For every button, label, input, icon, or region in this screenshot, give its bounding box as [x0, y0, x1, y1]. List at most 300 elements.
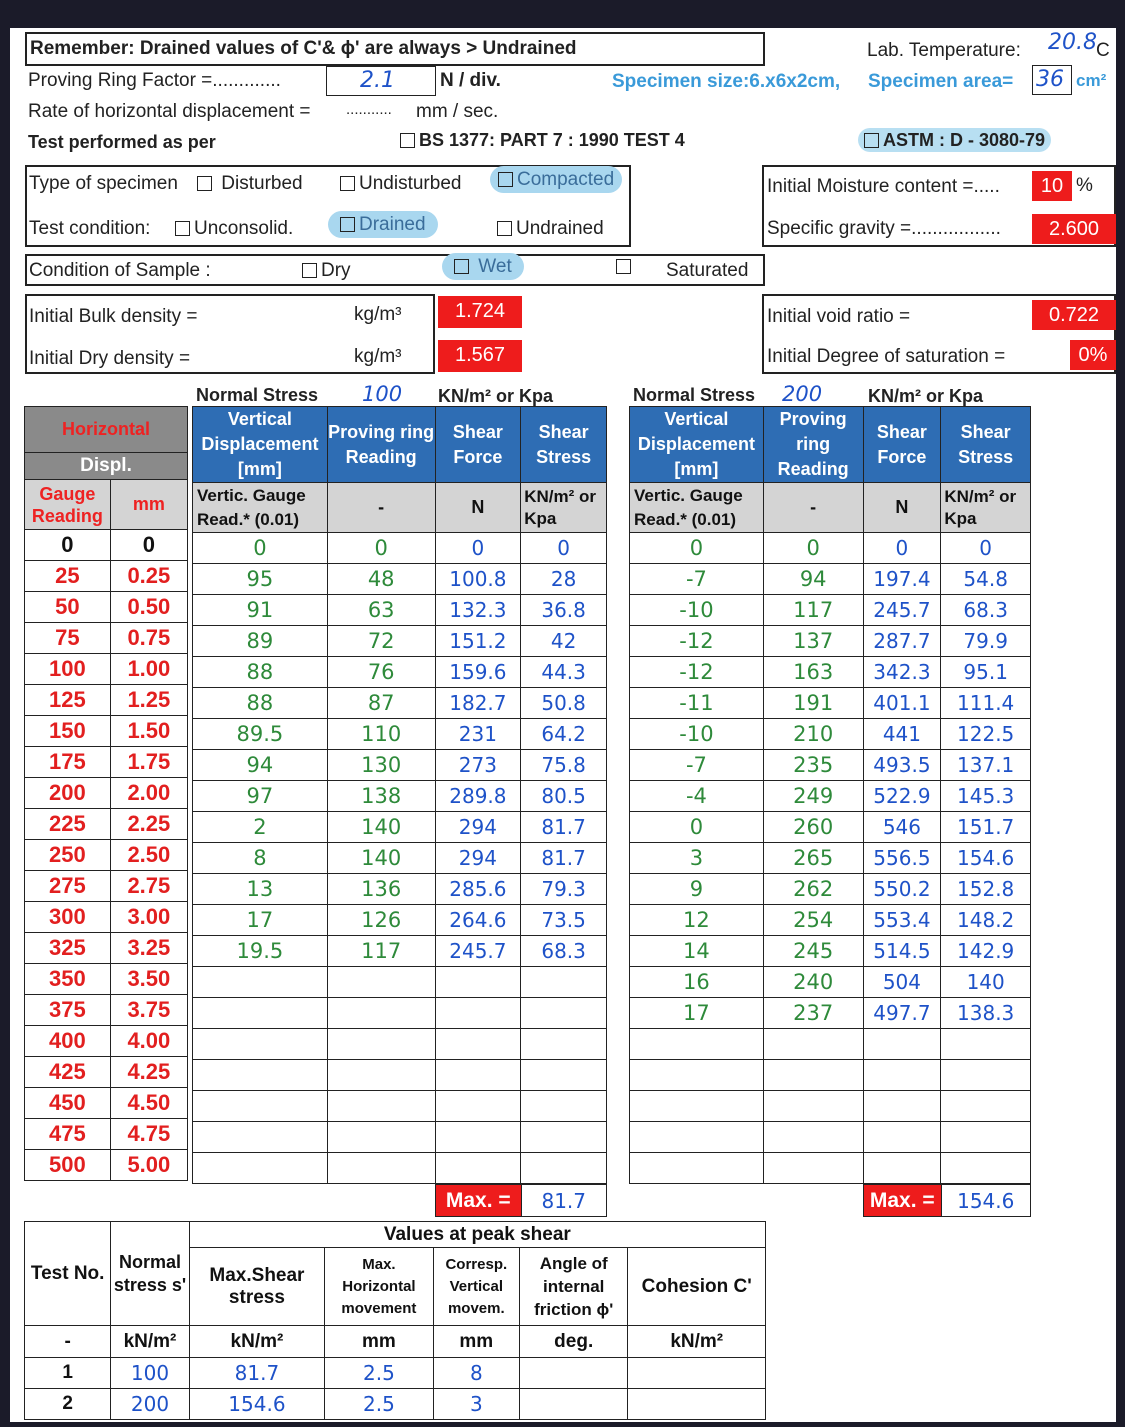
table-row	[630, 1029, 1031, 1060]
right-proving-ring-header: Proving ring Reading	[763, 407, 863, 483]
table-row	[630, 874, 1031, 905]
max-horizontal-header: Max. Horizontal movement	[325, 1248, 433, 1326]
left-proving-cell[interactable]: 87	[327, 688, 435, 719]
right-vertical-cell[interactable]: -12	[630, 626, 764, 657]
right-proving-cell[interactable]: 210	[763, 719, 863, 750]
right-force-cell[interactable]: 550.2	[863, 874, 941, 905]
left-proving-cell[interactable]	[327, 1029, 435, 1060]
left-proving-cell[interactable]: 136	[327, 874, 435, 905]
right-proving-cell[interactable]: 0	[763, 533, 863, 564]
table-row	[193, 1060, 607, 1091]
left-stress-cell[interactable]	[521, 1060, 607, 1091]
left-stress-cell[interactable]: 79.3	[521, 874, 607, 905]
left-stress-cell[interactable]: 44.3	[521, 657, 607, 688]
left-force-cell[interactable]: 245.7	[435, 936, 521, 967]
right-vertical-cell[interactable]: 12	[630, 905, 764, 936]
drained-option[interactable]	[328, 214, 438, 236]
left-proving-cell[interactable]	[327, 1091, 435, 1122]
unconsolid-option[interactable]	[175, 218, 293, 240]
compacted-option[interactable]	[490, 169, 622, 191]
left-stress-cell[interactable]: 0	[521, 533, 607, 564]
left-stress-cell[interactable]: 75.8	[521, 750, 607, 781]
table-row	[193, 998, 607, 1029]
left-force-cell[interactable]: 285.6	[435, 874, 521, 905]
astm-checkbox[interactable]	[864, 133, 879, 148]
left-stress-cell[interactable]	[521, 967, 607, 998]
table-row	[25, 902, 188, 933]
summary-friction-angle[interactable]	[519, 1358, 627, 1389]
left-stress-cell[interactable]	[521, 1153, 607, 1184]
gauge-table	[24, 406, 188, 1181]
bulk-density-unit: kg/m³	[354, 304, 402, 325]
saturation-value[interactable]: 0%	[1070, 340, 1116, 370]
right-stress-cell[interactable]: 95.1	[941, 657, 1031, 688]
right-force-cell[interactable]: 497.7	[863, 998, 941, 1029]
gauge-reading-cell: 450	[25, 1088, 111, 1119]
summary-max-shear[interactable]: 81.7	[189, 1358, 325, 1389]
left-stress-cell[interactable]: 64.2	[521, 719, 607, 750]
left-proving-cell[interactable]: 138	[327, 781, 435, 812]
right-force-cell[interactable]: 504	[863, 967, 941, 998]
summary-test-no: 1	[25, 1358, 111, 1389]
displacement-mm-cell: 2.00	[110, 778, 187, 809]
undisturbed-option[interactable]	[340, 173, 461, 195]
summary-cohesion[interactable]	[628, 1358, 766, 1389]
summary-row	[25, 1358, 766, 1389]
compacted-label: Compacted	[517, 169, 615, 190]
proving-ring-value: 2.1	[360, 68, 395, 93]
left-vertic-gauge-header: Vertic. Gauge Read.* (0.01)	[193, 483, 328, 533]
gravity-value[interactable]: 2.600	[1032, 214, 1116, 244]
right-proving-cell[interactable]: 137	[763, 626, 863, 657]
left-vertical-cell[interactable]: 91	[193, 595, 328, 626]
disturbed-checkbox[interactable]	[197, 176, 212, 191]
left-max-label: Max. =	[436, 1185, 522, 1217]
right-proving-cell[interactable]: 265	[763, 843, 863, 874]
right-stress-cell[interactable]: 151.7	[941, 812, 1031, 843]
right-force-cell[interactable]: 401.1	[863, 688, 941, 719]
left-force-cell[interactable]: 289.8	[435, 781, 521, 812]
left-vertical-cell[interactable]: 8	[193, 843, 328, 874]
right-vertical-cell[interactable]: 16	[630, 967, 764, 998]
gauge-reading-cell: 475	[25, 1119, 111, 1150]
saturated-option[interactable]	[616, 256, 635, 278]
left-stress-cell[interactable]: 73.5	[521, 905, 607, 936]
left-force-cell[interactable]	[435, 1091, 521, 1122]
left-proving-cell[interactable]: 140	[327, 812, 435, 843]
unit-angle: deg.	[519, 1326, 627, 1358]
right-stress-cell[interactable]: 145.3	[941, 781, 1031, 812]
left-vertical-cell[interactable]: 88	[193, 688, 328, 719]
right-proving-cell[interactable]: 117	[763, 595, 863, 626]
mm-header: mm	[110, 480, 187, 530]
right-force-cell[interactable]: 0	[863, 533, 941, 564]
right-vertical-cell[interactable]: -12	[630, 657, 764, 688]
bs-standard-option[interactable]	[400, 130, 685, 151]
right-vertical-cell[interactable]: 0	[630, 533, 764, 564]
right-force-cell[interactable]	[863, 1029, 941, 1060]
right-shear-stress-header: Shear Stress	[941, 407, 1031, 483]
gauge-reading-header: Gauge Reading	[25, 480, 111, 530]
right-proving-cell[interactable]	[763, 1153, 863, 1184]
left-vertical-cell[interactable]: 13	[193, 874, 328, 905]
left-force-cell[interactable]: 132.3	[435, 595, 521, 626]
left-proving-cell[interactable]: 140	[327, 843, 435, 874]
displacement-mm-cell: 5.00	[110, 1150, 187, 1181]
right-vertical-cell[interactable]: -10	[630, 595, 764, 626]
left-proving-ring-header: Proving ring Reading	[327, 407, 435, 483]
lab-temp-value[interactable]: 20.8	[1048, 30, 1097, 55]
right-stress-cell[interactable]: 148.2	[941, 905, 1031, 936]
sample-condition-label: Condition of Sample :	[29, 260, 211, 281]
left-normal-stress-label: Normal Stress	[196, 385, 319, 405]
right-proving-cell[interactable]	[763, 1060, 863, 1091]
right-proving-cell[interactable]: 254	[763, 905, 863, 936]
right-stress-cell[interactable]: 142.9	[941, 936, 1031, 967]
table-row	[25, 716, 188, 747]
left-shear-stress-header: Shear Stress	[521, 407, 607, 483]
disturbed-option[interactable]	[197, 173, 303, 195]
right-stress-cell[interactable]: 154.6	[941, 843, 1031, 874]
right-proving-cell[interactable]: 163	[763, 657, 863, 688]
right-force-cell[interactable]: 287.7	[863, 626, 941, 657]
dry-checkbox[interactable]	[302, 263, 317, 278]
left-vertical-cell[interactable]: 89	[193, 626, 328, 657]
left-vertical-cell[interactable]	[193, 998, 328, 1029]
right-force-cell[interactable]: 245.7	[863, 595, 941, 626]
lab-temp-unit: C	[1096, 40, 1110, 61]
left-stress-cell[interactable]: 80.5	[521, 781, 607, 812]
left-stress-cell[interactable]: 28	[521, 564, 607, 595]
left-stress-cell[interactable]: 42	[521, 626, 607, 657]
right-vertical-cell[interactable]: -11	[630, 688, 764, 719]
undrained-checkbox[interactable]	[497, 221, 512, 236]
left-normal-stress-value[interactable]: 100	[362, 382, 403, 406]
left-stress-cell[interactable]: 50.8	[521, 688, 607, 719]
left-proving-cell[interactable]: 117	[327, 936, 435, 967]
summary-friction-angle[interactable]	[519, 1389, 627, 1420]
left-proving-cell[interactable]: 130	[327, 750, 435, 781]
right-stress-cell[interactable]	[941, 1091, 1031, 1122]
right-max-row	[863, 1184, 1031, 1217]
left-force-cell[interactable]: 159.6	[435, 657, 521, 688]
left-proving-cell[interactable]	[327, 1122, 435, 1153]
horizontal-header: Horizontal	[25, 407, 188, 453]
left-force-cell[interactable]	[435, 1153, 521, 1184]
unconsolid-label: Unconsolid.	[194, 218, 294, 239]
unit-cohesion: kN/m²	[628, 1326, 766, 1358]
right-vertical-cell[interactable]	[630, 1060, 764, 1091]
left-force-cell[interactable]	[435, 1122, 521, 1153]
right-stress-cell[interactable]	[941, 1029, 1031, 1060]
compacted-checkbox[interactable]	[498, 172, 513, 187]
right-normal-stress-label: Normal Stress	[633, 385, 756, 405]
left-stress-cell[interactable]: 68.3	[521, 936, 607, 967]
left-stress-cell[interactable]: 81.7	[521, 812, 607, 843]
right-vertical-cell[interactable]: 0	[630, 812, 764, 843]
left-proving-cell[interactable]: 63	[327, 595, 435, 626]
drained-label: Drained	[359, 214, 426, 235]
right-proving-cell[interactable]: 245	[763, 936, 863, 967]
summary-cohesion[interactable]	[628, 1389, 766, 1420]
left-force-cell[interactable]: 151.2	[435, 626, 521, 657]
moisture-value[interactable]: 10	[1032, 171, 1072, 201]
left-force-cell[interactable]: 0	[435, 533, 521, 564]
right-force-cell[interactable]	[863, 1153, 941, 1184]
right-vertical-cell[interactable]: 14	[630, 936, 764, 967]
table-row	[630, 998, 1031, 1029]
left-proving-cell[interactable]: 110	[327, 719, 435, 750]
left-vertical-cell[interactable]: 95	[193, 564, 328, 595]
left-stress-cell[interactable]: 81.7	[521, 843, 607, 874]
drained-checkbox[interactable]	[340, 217, 355, 232]
wet-checkbox[interactable]	[454, 259, 469, 274]
right-proving-cell[interactable]: 249	[763, 781, 863, 812]
right-force-cell[interactable]	[863, 1122, 941, 1153]
bulk-density-label: Initial Bulk density =	[29, 306, 198, 327]
left-force-cell[interactable]	[435, 1060, 521, 1091]
right-stress-cell[interactable]: 140	[941, 967, 1031, 998]
right-proving-cell[interactable]: 94	[763, 564, 863, 595]
void-ratio-value[interactable]: 0.722	[1032, 300, 1116, 330]
left-vertical-cell[interactable]: 97	[193, 781, 328, 812]
undisturbed-checkbox[interactable]	[340, 176, 355, 191]
right-stress-cell[interactable]: 68.3	[941, 595, 1031, 626]
table-row	[25, 1119, 188, 1150]
table-row	[25, 809, 188, 840]
bs-checkbox[interactable]	[400, 133, 415, 148]
table-row	[193, 905, 607, 936]
left-proving-cell[interactable]	[327, 1060, 435, 1091]
right-vertical-cell[interactable]: -10	[630, 719, 764, 750]
moisture-unit: %	[1076, 175, 1093, 196]
displacement-mm-cell: 3.00	[110, 902, 187, 933]
right-vertical-cell[interactable]	[630, 1091, 764, 1122]
summary-vertical-movement[interactable]: 8	[433, 1358, 519, 1389]
table-row	[193, 781, 607, 812]
right-force-cell[interactable]: 342.3	[863, 657, 941, 688]
right-vertical-cell[interactable]: -4	[630, 781, 764, 812]
right-vertical-cell[interactable]	[630, 1029, 764, 1060]
left-proving-cell[interactable]: 126	[327, 905, 435, 936]
right-vertical-cell[interactable]: 3	[630, 843, 764, 874]
summary-max-horizontal[interactable]: 2.5	[325, 1358, 433, 1389]
table-row	[630, 781, 1031, 812]
left-proving-cell[interactable]	[327, 1153, 435, 1184]
rate-unit: mm / sec.	[416, 101, 499, 122]
left-force-cell[interactable]: 294	[435, 843, 521, 874]
right-vertical-cell[interactable]: 17	[630, 998, 764, 1029]
left-vertical-cell[interactable]: 88	[193, 657, 328, 688]
table-row	[193, 657, 607, 688]
summary-normal-stress[interactable]: 100	[111, 1358, 189, 1389]
gauge-reading-cell: 175	[25, 747, 111, 778]
test-performed-label: Test performed as per	[28, 132, 216, 152]
table-row	[193, 533, 607, 564]
left-vertical-cell[interactable]	[193, 1060, 328, 1091]
right-proving-cell[interactable]: 260	[763, 812, 863, 843]
right-proving-cell[interactable]: 262	[763, 874, 863, 905]
table-row	[25, 623, 188, 654]
right-proving-cell[interactable]: 235	[763, 750, 863, 781]
left-vertical-cell[interactable]: 17	[193, 905, 328, 936]
right-vertic-gauge-header: Vertic. Gauge Read.* (0.01)	[630, 483, 764, 533]
left-stress-cell[interactable]: 36.8	[521, 595, 607, 626]
left-max-value[interactable]: 81.7	[521, 1185, 607, 1217]
right-stress-cell[interactable]: 122.5	[941, 719, 1031, 750]
dry-label: Dry	[321, 260, 351, 281]
saturated-label: Saturated	[666, 260, 749, 281]
wet-option[interactable]	[442, 256, 524, 278]
gauge-reading-cell: 50	[25, 592, 111, 623]
right-stress-cell[interactable]: 111.4	[941, 688, 1031, 719]
proving-ring-unit: N / div.	[440, 70, 501, 91]
summary-table	[24, 1221, 766, 1420]
right-force-cell[interactable]: 441	[863, 719, 941, 750]
astm-standard-option[interactable]	[858, 130, 1051, 151]
right-proving-cell[interactable]	[763, 1029, 863, 1060]
right-proving-cell[interactable]: 237	[763, 998, 863, 1029]
test-no-header: Test No.	[25, 1222, 111, 1326]
left-force-cell[interactable]: 273	[435, 750, 521, 781]
dry-density-label: Initial Dry density =	[29, 348, 191, 369]
unit-maxshear: kN/m²	[189, 1326, 325, 1358]
left-stress-cell[interactable]	[521, 1029, 607, 1060]
right-stress-cell[interactable]: 54.8	[941, 564, 1031, 595]
right-force-cell[interactable]	[863, 1091, 941, 1122]
displacement-mm-cell: 2.25	[110, 809, 187, 840]
right-vertical-cell[interactable]: -7	[630, 750, 764, 781]
summary-vertical-movement[interactable]: 3	[433, 1389, 519, 1420]
table-row	[630, 967, 1031, 998]
left-force-cell[interactable]	[435, 967, 521, 998]
left-vertical-cell[interactable]	[193, 967, 328, 998]
left-force-cell[interactable]: 100.8	[435, 564, 521, 595]
right-normal-stress-value[interactable]: 200	[782, 382, 823, 406]
test-condition-label: Test condition:	[29, 218, 151, 239]
left-force-cell[interactable]: 294	[435, 812, 521, 843]
table-row	[630, 1060, 1031, 1091]
gauge-reading-cell: 250	[25, 840, 111, 871]
rate-dots: ...........	[346, 101, 392, 118]
right-stress-cell[interactable]: 137.1	[941, 750, 1031, 781]
left-vertical-cell[interactable]: 89.5	[193, 719, 328, 750]
left-vertical-cell[interactable]	[193, 1122, 328, 1153]
left-vertical-cell[interactable]	[193, 1153, 328, 1184]
table-row	[630, 626, 1031, 657]
table-row	[193, 967, 607, 998]
table-row	[193, 874, 607, 905]
right-stress-cell[interactable]: 152.8	[941, 874, 1031, 905]
left-proving-cell[interactable]: 48	[327, 564, 435, 595]
left-proving-cell[interactable]: 0	[327, 533, 435, 564]
right-stress-cell[interactable]: 79.9	[941, 626, 1031, 657]
undrained-option[interactable]	[497, 218, 604, 240]
right-max-value[interactable]: 154.6	[941, 1185, 1031, 1217]
right-stress-cell[interactable]	[941, 1153, 1031, 1184]
saturated-checkbox[interactable]	[616, 259, 631, 274]
summary-max-horizontal[interactable]: 2.5	[325, 1389, 433, 1420]
right-stress-cell[interactable]	[941, 1060, 1031, 1091]
right-proving-cell[interactable]: 240	[763, 967, 863, 998]
unconsolid-checkbox[interactable]	[175, 221, 190, 236]
left-stress-cell[interactable]	[521, 1091, 607, 1122]
left-vertical-cell[interactable]: 2	[193, 812, 328, 843]
table-row	[193, 688, 607, 719]
right-force-cell[interactable]: 493.5	[863, 750, 941, 781]
cohesion-header: Cohesion C'	[628, 1248, 766, 1326]
left-proving-cell[interactable]: 72	[327, 626, 435, 657]
table-row	[25, 964, 188, 995]
left-proving-cell[interactable]	[327, 967, 435, 998]
right-force-cell[interactable]	[863, 1060, 941, 1091]
displacement-mm-cell: 3.25	[110, 933, 187, 964]
right-vertical-cell[interactable]: 9	[630, 874, 764, 905]
table-row	[193, 1029, 607, 1060]
right-vertical-cell[interactable]: -7	[630, 564, 764, 595]
left-force-cell[interactable]: 231	[435, 719, 521, 750]
right-stress-cell[interactable]	[941, 1122, 1031, 1153]
remember-text: Remember: Drained values of C'& ϕ' are always > Undrained	[30, 38, 577, 59]
displacement-mm-cell: 3.75	[110, 995, 187, 1026]
left-max-row	[435, 1184, 607, 1217]
left-vertical-cell[interactable]	[193, 1091, 328, 1122]
bulk-density-value[interactable]: 1.724	[438, 296, 522, 328]
right-proving-cell[interactable]	[763, 1091, 863, 1122]
gauge-reading-cell: 100	[25, 654, 111, 685]
table-row	[630, 1153, 1031, 1184]
normal-stress-header: Normal stress s'	[111, 1222, 189, 1326]
right-proving-cell[interactable]: 191	[763, 688, 863, 719]
summary-max-shear[interactable]: 154.6	[189, 1389, 325, 1420]
left-force-cell[interactable]	[435, 1029, 521, 1060]
dry-density-value[interactable]: 1.567	[438, 340, 522, 372]
right-force-cell[interactable]: 556.5	[863, 843, 941, 874]
data-sheet	[10, 28, 1116, 1422]
left-force-cell[interactable]: 264.6	[435, 905, 521, 936]
displacement-mm-cell: 0	[110, 530, 187, 561]
left-vertical-cell[interactable]: 0	[193, 533, 328, 564]
right-force-cell[interactable]: 514.5	[863, 936, 941, 967]
left-force-cell[interactable]: 182.7	[435, 688, 521, 719]
right-force-cell[interactable]: 522.9	[863, 781, 941, 812]
left-force-cell[interactable]	[435, 998, 521, 1029]
right-vertical-cell[interactable]	[630, 1122, 764, 1153]
left-stress-cell[interactable]	[521, 1122, 607, 1153]
gauge-reading-cell: 0	[25, 530, 111, 561]
left-dash-header: -	[327, 483, 435, 533]
left-proving-cell[interactable]: 76	[327, 657, 435, 688]
right-force-cell[interactable]: 546	[863, 812, 941, 843]
right-force-cell[interactable]: 553.4	[863, 905, 941, 936]
left-vertical-cell[interactable]: 94	[193, 750, 328, 781]
table-row	[193, 564, 607, 595]
dry-option[interactable]	[302, 260, 351, 282]
left-vertical-cell[interactable]	[193, 1029, 328, 1060]
right-force-cell[interactable]: 197.4	[863, 564, 941, 595]
lab-temp-label: Lab. Temperature:	[867, 40, 1021, 61]
left-vertical-cell[interactable]: 19.5	[193, 936, 328, 967]
right-stress-cell[interactable]: 0	[941, 533, 1031, 564]
summary-normal-stress[interactable]: 200	[111, 1389, 189, 1420]
right-stress-cell[interactable]: 138.3	[941, 998, 1031, 1029]
right-vertical-cell[interactable]	[630, 1153, 764, 1184]
table-row	[193, 1091, 607, 1122]
table-row	[630, 1091, 1031, 1122]
right-proving-cell[interactable]	[763, 1122, 863, 1153]
left-proving-cell[interactable]	[327, 998, 435, 1029]
left-stress-cell[interactable]	[521, 998, 607, 1029]
